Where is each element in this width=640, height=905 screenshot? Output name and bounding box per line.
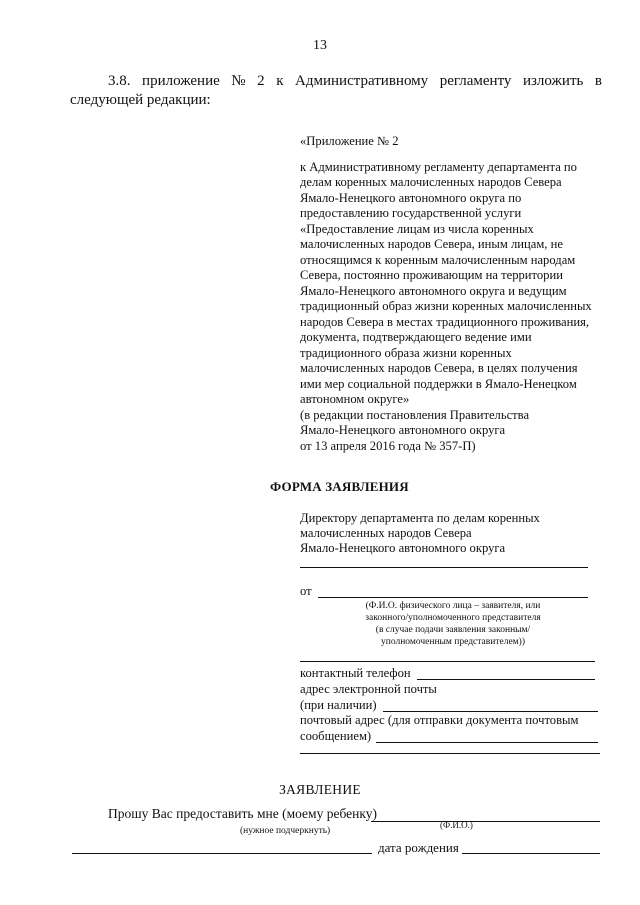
addressee-line: Ямало-Ненецкого автономного округа	[300, 541, 506, 555]
birthdate-field[interactable]	[462, 853, 600, 854]
annex-line: традиционный образ жизни коренных малочисленных	[300, 299, 592, 313]
request-continue-line[interactable]	[72, 853, 372, 854]
underline-note: (нужное подчеркнуть)	[240, 826, 331, 836]
annex-line: малочисленных народов Севера, в целях получения	[300, 361, 578, 375]
addressee-blank-line[interactable]	[300, 567, 588, 568]
annex-line: (в редакции постановления Правительства	[300, 407, 530, 422]
from-fio-line[interactable]	[318, 597, 588, 598]
annex-line: документа, подтверждающего ведение ими	[300, 330, 532, 344]
from-label: от	[300, 584, 312, 598]
annex-line: относящимся к коренным малочисленным народам	[300, 252, 576, 267]
intro-word: приложение	[142, 73, 220, 89]
intro-word: к	[276, 73, 284, 89]
addressee-line: малочисленных народов Севера	[300, 526, 472, 540]
phone-field[interactable]	[417, 679, 595, 680]
annex-header	[300, 134, 605, 454]
intro-word: 2	[257, 73, 265, 89]
intro-line-2: следующей редакции:	[70, 92, 211, 108]
postal-label-2: сообщением)	[300, 729, 372, 743]
annex-line: малочисленных народов Севера, иным лицам, не	[300, 237, 563, 251]
intro-word: 3.8.	[108, 73, 131, 89]
page-number: 13	[313, 38, 327, 53]
email-field[interactable]	[383, 711, 598, 712]
intro-paragraph	[70, 72, 602, 110]
email-note: (при наличии)	[300, 698, 377, 712]
fio-caption: (Ф.И.О.)	[440, 820, 473, 830]
annex-line: «Предоставление лицам из числа коренных	[300, 221, 534, 236]
statement-title: ЗАЯВЛЕНИЕ	[279, 782, 361, 797]
request-fio-line[interactable]	[371, 821, 600, 822]
from-caption	[318, 600, 588, 648]
intro-word: в	[594, 73, 602, 89]
annex-line: делам коренных малочисленных народов Севера	[300, 175, 562, 189]
birthdate-label: дата рождения	[378, 840, 459, 855]
annex-line: народов Севера в местах традиционного проживания,	[300, 314, 590, 329]
intro-word: №	[231, 73, 246, 89]
form-title: ФОРМА ЗАЯВЛЕНИЯ	[270, 479, 409, 494]
annex-line: Ямало-Ненецкого автономного округа	[300, 423, 506, 437]
annex-line: автономном округе»	[300, 392, 410, 406]
annex-title: «Приложение № 2	[300, 134, 399, 148]
postal-extra-line[interactable]	[300, 753, 600, 754]
annex-line: Севера, постоянно проживающим на территории	[300, 268, 563, 282]
postal-field[interactable]	[376, 742, 598, 743]
addressee-block	[300, 511, 600, 556]
intro-word: Административному	[295, 73, 429, 89]
from-caption-line: (в случае подачи заявления законным/	[375, 625, 531, 635]
intro-word: изложить	[522, 73, 584, 89]
annex-line: к Административному регламенту департамента по	[300, 159, 577, 174]
annex-line: Ямало-Ненецкого автономного округа и ведущим	[300, 283, 567, 298]
phone-label: контактный телефон	[300, 666, 411, 680]
annex-line: ими мер социальной поддержки в Ямало-Ненецком	[300, 376, 577, 391]
annex-line: Ямало-Ненецкого автономного округа по	[300, 190, 522, 205]
postal-label-1: почтовый адрес (для отправки документа почтовым	[300, 713, 579, 727]
intro-line-1	[70, 72, 602, 91]
from-caption-line: уполномоченным представителем))	[381, 637, 525, 647]
intro-word: регламенту	[439, 73, 512, 89]
addressee-line: Директору департамента по делам коренных	[300, 511, 540, 525]
from-caption-line: (Ф.И.О. физического лица – заявителя, или	[365, 601, 541, 611]
email-label: адрес электронной почты	[300, 682, 437, 696]
annex-line: традиционного образа жизни коренных	[300, 345, 512, 360]
from-caption-line: законного/уполномоченного представителя	[365, 613, 541, 623]
annex-line: от 13 апреля 2016 года № 357-П)	[300, 438, 476, 453]
from-extra-line[interactable]	[300, 661, 595, 662]
annex-line: предоставлению государственной услуги	[300, 206, 522, 220]
request-text: Прошу Вас предоставить мне (моему ребенку)	[108, 806, 377, 821]
